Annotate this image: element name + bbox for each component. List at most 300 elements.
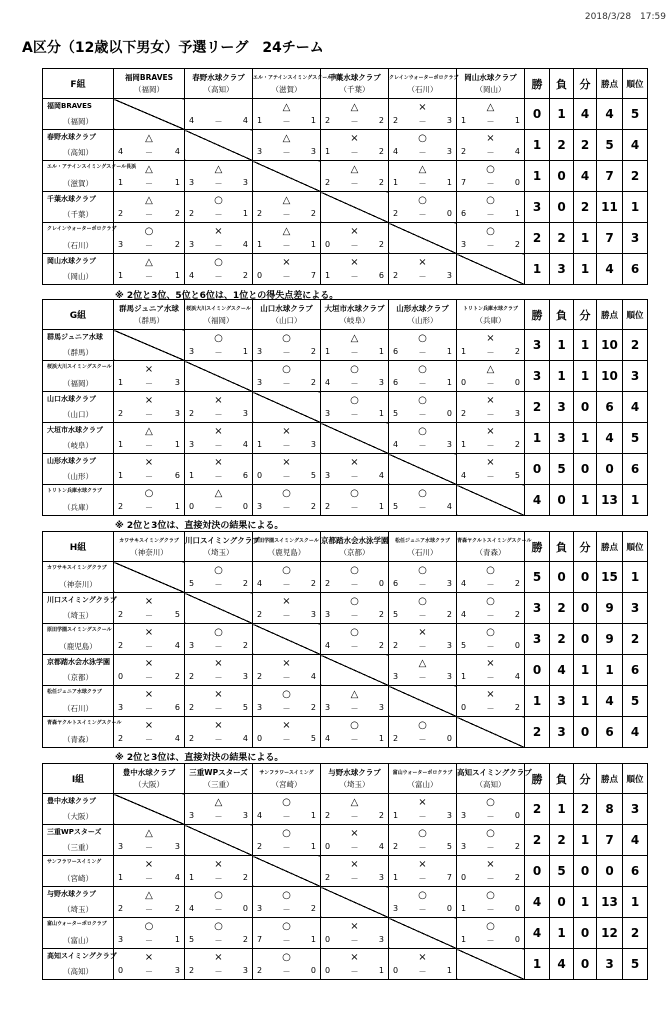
score-against: 4 — [174, 147, 180, 156]
column-team — [114, 69, 185, 99]
score-for: 2 — [393, 641, 399, 650]
score-for: 0 — [257, 734, 263, 743]
column-team — [457, 69, 525, 99]
score-for: 2 — [118, 502, 124, 511]
match-cell — [185, 624, 253, 655]
column-team — [389, 764, 457, 794]
match-score — [461, 440, 520, 451]
row-team-pref: （京都） — [63, 673, 93, 682]
stat-value: 0 — [574, 856, 597, 887]
stat-value: 4 — [550, 949, 574, 980]
score-against: 5 — [310, 734, 316, 743]
match-score — [118, 610, 180, 621]
stat-value: 1 — [525, 949, 550, 980]
match-cell — [457, 655, 525, 686]
score-for: 4 — [189, 904, 195, 913]
stat-value: 3 — [550, 717, 574, 748]
stat-value: 1 — [574, 825, 597, 856]
result-mark: ○ — [144, 921, 154, 932]
score-for: 2 — [393, 734, 399, 743]
score-against: 3 — [310, 147, 316, 156]
score-for: 5 — [189, 579, 195, 588]
column-team-name: 川口スイミングクラブ — [185, 535, 260, 545]
match-cell — [389, 254, 457, 285]
score-against: 2 — [310, 579, 316, 588]
match-score — [118, 440, 180, 451]
score-for: 3 — [257, 147, 263, 156]
score-against: 2 — [378, 147, 384, 156]
result-mark: △ — [214, 164, 223, 175]
score-dash: － — [214, 241, 223, 250]
row-team-name: 春野水球クラブ — [47, 133, 96, 141]
row-team-name: 原田学園スイミングスクール — [47, 627, 112, 633]
result-mark: ○ — [418, 828, 427, 839]
column-team-name: 与野水球クラブ — [328, 767, 381, 777]
match-cell — [389, 593, 457, 624]
match-cell — [389, 99, 457, 130]
match-score — [393, 271, 452, 282]
column-team-pref: （千葉） — [339, 84, 370, 94]
result-mark: ○ — [350, 488, 359, 499]
score-against: 2 — [378, 116, 384, 125]
score-against: 2 — [174, 209, 180, 218]
score-for: 1 — [118, 471, 124, 480]
score-for: 6 — [461, 209, 467, 218]
score-against: 4 — [514, 672, 520, 681]
score-dash: － — [350, 472, 359, 481]
match-score — [393, 811, 452, 822]
score-for: 4 — [461, 610, 467, 619]
match-cell — [114, 949, 185, 980]
result-mark: ○ — [418, 395, 427, 406]
stat-value: 2 — [525, 392, 550, 423]
match-cell — [253, 794, 321, 825]
stat-value: 4 — [597, 686, 623, 717]
row-team — [43, 794, 114, 825]
diagonal-cell — [253, 856, 321, 887]
score-against: 3 — [446, 641, 452, 650]
team-row — [43, 392, 648, 423]
stat-header: 勝点 — [597, 300, 623, 330]
stat-value: 1 — [550, 918, 574, 949]
match-score — [189, 579, 248, 590]
score-dash: － — [214, 580, 223, 589]
score-for: 5 — [393, 610, 399, 619]
score-against: 3 — [174, 842, 180, 851]
match-score — [461, 904, 520, 915]
score-for: 3 — [393, 672, 399, 681]
score-dash: － — [350, 611, 359, 620]
score-against: 0 — [242, 502, 248, 511]
score-for: 3 — [189, 347, 195, 356]
score-against: 1 — [378, 966, 384, 975]
result-mark: × — [214, 226, 223, 237]
result-mark: ○ — [144, 488, 154, 499]
score-against: 0 — [446, 209, 452, 218]
match-score — [393, 440, 452, 451]
result-mark: ○ — [350, 565, 359, 576]
score-for: 3 — [461, 811, 467, 820]
stat-header: 順位 — [623, 69, 648, 99]
stat-value: 1 — [550, 794, 574, 825]
stat-header: 負 — [550, 300, 574, 330]
result-mark: × — [144, 395, 154, 406]
score-against: 2 — [514, 873, 520, 882]
match-cell — [114, 130, 185, 161]
match-score — [325, 116, 384, 127]
score-for: 4 — [461, 471, 467, 480]
stat-header: 勝 — [525, 532, 550, 562]
score-dash: － — [350, 148, 359, 157]
result-mark: △ — [282, 226, 291, 237]
score-for: 0 — [461, 703, 467, 712]
match-score — [325, 347, 384, 358]
result-mark: ○ — [486, 797, 495, 808]
result-mark: △ — [418, 658, 427, 669]
column-team-pref: （埼玉） — [339, 779, 370, 789]
match-cell — [185, 856, 253, 887]
match-score — [393, 579, 452, 590]
column-team — [321, 764, 389, 794]
score-for: 2 — [393, 842, 399, 851]
stat-value: 2 — [574, 794, 597, 825]
stat-value: 7 — [597, 825, 623, 856]
match-cell — [253, 918, 321, 949]
score-for: 4 — [325, 378, 331, 387]
match-cell — [457, 192, 525, 223]
column-team-pref: （福岡） — [203, 315, 234, 325]
match-score — [189, 240, 248, 251]
score-dash: － — [350, 272, 359, 281]
diagonal-cell — [389, 223, 457, 254]
stat-header: 負 — [550, 532, 574, 562]
match-cell — [321, 624, 389, 655]
score-against: 4 — [242, 240, 248, 249]
stat-value: 12 — [597, 918, 623, 949]
score-dash: － — [214, 812, 223, 821]
score-dash: － — [350, 843, 359, 852]
match-score — [257, 147, 316, 158]
score-against: 3 — [310, 440, 316, 449]
score-for: 1 — [461, 440, 467, 449]
match-score — [393, 147, 452, 158]
match-cell — [321, 794, 389, 825]
match-cell — [253, 223, 321, 254]
team-row — [43, 655, 648, 686]
result-mark: ○ — [486, 565, 495, 576]
match-cell — [321, 254, 389, 285]
match-cell — [253, 655, 321, 686]
column-team-name: 松任ジュニア水球クラブ — [395, 537, 450, 544]
result-mark: × — [282, 596, 291, 607]
score-dash: － — [282, 503, 291, 512]
result-mark: × — [486, 658, 495, 669]
match-cell — [253, 949, 321, 980]
row-team-name: クレインウォーターポロクラブ — [47, 226, 117, 232]
row-team-name: カワサキスイミングクラブ — [47, 565, 107, 571]
result-mark: △ — [350, 333, 359, 344]
score-for: 2 — [257, 966, 263, 975]
match-cell — [457, 223, 525, 254]
score-for: 3 — [189, 811, 195, 820]
score-against: 3 — [378, 873, 384, 882]
score-for: 1 — [257, 240, 263, 249]
score-for: 7 — [461, 178, 467, 187]
column-team-pref: （高知） — [475, 779, 506, 789]
stat-value: 5 — [597, 130, 623, 161]
stat-value: 6 — [597, 717, 623, 748]
result-mark: ○ — [418, 565, 427, 576]
match-score — [393, 610, 452, 621]
team-row — [43, 454, 648, 485]
score-against: 3 — [378, 703, 384, 712]
team-row — [43, 856, 648, 887]
score-against: 3 — [446, 271, 452, 280]
stat-value: 1 — [623, 485, 648, 516]
result-mark: × — [282, 720, 291, 731]
score-against: 4 — [242, 116, 248, 125]
score-dash: － — [486, 812, 495, 821]
timestamp: 2018/3/28 17:59 — [584, 12, 666, 22]
score-against: 4 — [446, 502, 452, 511]
stat-value: 6 — [623, 655, 648, 686]
match-cell — [457, 454, 525, 485]
score-against: 5 — [514, 471, 520, 480]
result-mark: × — [486, 395, 495, 406]
row-team — [43, 99, 114, 130]
score-against: 2 — [310, 378, 316, 387]
row-team-pref: （富山） — [63, 936, 93, 945]
match-score — [189, 209, 248, 220]
match-score — [393, 502, 452, 513]
score-dash: － — [145, 967, 153, 976]
match-score — [118, 147, 180, 158]
match-score — [325, 502, 384, 513]
result-mark: × — [350, 133, 359, 144]
score-dash: － — [282, 472, 291, 481]
score-dash: － — [350, 410, 359, 419]
stat-value: 0 — [550, 161, 574, 192]
result-mark: △ — [145, 133, 153, 144]
match-score — [189, 811, 248, 822]
stat-value: 2 — [550, 593, 574, 624]
match-cell — [321, 717, 389, 748]
stat-value: 0 — [597, 856, 623, 887]
score-against: 0 — [514, 811, 520, 820]
score-against: 1 — [174, 935, 180, 944]
column-team — [253, 532, 321, 562]
team-row — [43, 686, 648, 717]
match-cell — [389, 655, 457, 686]
score-dash: － — [214, 179, 223, 188]
score-for: 6 — [393, 347, 399, 356]
score-for: 1 — [393, 178, 399, 187]
match-score — [118, 672, 180, 683]
match-cell — [114, 717, 185, 748]
score-dash: － — [282, 611, 291, 620]
score-for: 0 — [118, 966, 124, 975]
result-mark: ○ — [486, 164, 495, 175]
match-cell — [457, 99, 525, 130]
result-mark: × — [486, 333, 495, 344]
score-dash: － — [350, 179, 359, 188]
score-dash: － — [418, 348, 427, 357]
match-score — [393, 873, 452, 884]
match-cell — [114, 593, 185, 624]
column-team-name: 千葉水球クラブ — [328, 72, 381, 82]
match-score — [118, 873, 180, 884]
match-cell — [457, 161, 525, 192]
score-dash: － — [145, 905, 153, 914]
result-mark: × — [486, 426, 495, 437]
row-team — [43, 361, 114, 392]
stat-value: 5 — [525, 562, 550, 593]
score-against: 1 — [310, 240, 316, 249]
stat-header: 分 — [574, 764, 597, 794]
team-row — [43, 130, 648, 161]
match-score — [325, 240, 384, 251]
diagonal-cell — [321, 655, 389, 686]
stat-value: 0 — [597, 454, 623, 485]
team-row — [43, 918, 648, 949]
score-dash: － — [486, 642, 495, 651]
result-mark: × — [214, 859, 223, 870]
match-cell — [321, 485, 389, 516]
stat-value: 2 — [623, 624, 648, 655]
score-dash: － — [214, 441, 223, 450]
result-mark: △ — [486, 102, 495, 113]
stat-value: 1 — [574, 485, 597, 516]
stat-value: 5 — [623, 423, 648, 454]
row-team-pref: （鹿児島） — [59, 642, 97, 651]
stat-value: 1 — [574, 223, 597, 254]
result-mark: △ — [350, 164, 359, 175]
score-against: 6 — [174, 471, 180, 480]
row-team-pref: （山口） — [63, 410, 93, 419]
match-cell — [389, 423, 457, 454]
score-against: 1 — [174, 502, 180, 511]
score-against: 2 — [446, 610, 452, 619]
match-cell — [389, 856, 457, 887]
match-cell — [114, 624, 185, 655]
score-against: 0 — [514, 935, 520, 944]
diagonal-cell — [389, 686, 457, 717]
column-team-pref: （岡山） — [475, 84, 506, 94]
team-row — [43, 361, 648, 392]
score-dash: － — [145, 735, 153, 744]
score-dash: － — [214, 936, 223, 945]
match-cell — [185, 161, 253, 192]
stat-value: 1 — [574, 330, 597, 361]
score-dash: － — [418, 967, 427, 976]
stat-header: 勝 — [525, 300, 550, 330]
result-mark: × — [418, 257, 427, 268]
column-team-pref: （青森） — [475, 547, 506, 557]
result-mark: ○ — [418, 488, 427, 499]
row-team-pref: （埼玉） — [63, 611, 93, 620]
match-cell — [185, 686, 253, 717]
score-against: 1 — [310, 842, 316, 851]
score-dash: － — [214, 874, 223, 883]
stat-value: 0 — [525, 99, 550, 130]
column-team-name: 岡山水球クラブ — [464, 72, 517, 82]
match-score — [189, 178, 248, 189]
team-row — [43, 624, 648, 655]
score-for: 2 — [393, 271, 399, 280]
team-row — [43, 825, 648, 856]
group-name: F組 — [43, 69, 114, 99]
result-mark: × — [144, 689, 154, 700]
group-table-2 — [42, 299, 648, 516]
match-score — [461, 378, 520, 389]
score-against: 0 — [514, 904, 520, 913]
stat-value: 4 — [623, 825, 648, 856]
diagonal-cell — [253, 392, 321, 423]
row-team-pref: （福岡） — [63, 379, 93, 388]
match-score — [325, 641, 384, 652]
column-team-pref: （高知） — [203, 84, 234, 94]
score-against: 2 — [174, 672, 180, 681]
result-mark: × — [418, 952, 427, 963]
row-team-name: サンフラワースイミング — [47, 859, 102, 865]
stat-value: 3 — [623, 794, 648, 825]
score-for: 1 — [118, 440, 124, 449]
result-mark: ○ — [350, 627, 359, 638]
score-dash: － — [282, 272, 291, 281]
score-for: 5 — [189, 935, 195, 944]
row-team-pref: （岡山） — [63, 272, 93, 281]
row-team — [43, 887, 114, 918]
column-team — [185, 764, 253, 794]
column-team-pref: （富山） — [407, 779, 438, 789]
result-mark: △ — [350, 689, 359, 700]
result-mark: ○ — [214, 627, 223, 638]
score-for: 2 — [189, 672, 195, 681]
stat-value: 2 — [623, 330, 648, 361]
score-for: 4 — [393, 440, 399, 449]
match-cell — [389, 330, 457, 361]
stat-value: 3 — [525, 624, 550, 655]
score-against: 3 — [174, 966, 180, 975]
match-score — [325, 610, 384, 621]
score-against: 1 — [174, 271, 180, 280]
group-name: I組 — [43, 764, 114, 794]
result-mark: ○ — [486, 596, 495, 607]
score-for: 2 — [257, 842, 263, 851]
match-score — [118, 209, 180, 220]
score-for: 4 — [257, 811, 263, 820]
group-note: ※ 2位と3位は、直接対決の結果による。 — [115, 753, 284, 763]
stat-value: 3 — [550, 686, 574, 717]
match-score — [461, 147, 520, 158]
column-team — [321, 69, 389, 99]
score-dash: － — [350, 117, 359, 126]
result-mark: ○ — [486, 195, 495, 206]
score-against: 5 — [310, 471, 316, 480]
column-team-pref: （石川） — [407, 547, 438, 557]
stat-value: 3 — [525, 593, 550, 624]
score-for: 1 — [461, 672, 467, 681]
score-against: 4 — [378, 471, 384, 480]
score-against: 3 — [446, 116, 452, 125]
column-team-pref: （滋賀） — [271, 84, 302, 94]
score-for: 5 — [393, 409, 399, 418]
score-for: 2 — [325, 811, 331, 820]
result-mark: △ — [350, 102, 359, 113]
match-cell — [389, 130, 457, 161]
result-mark: × — [350, 921, 359, 932]
match-cell — [253, 825, 321, 856]
